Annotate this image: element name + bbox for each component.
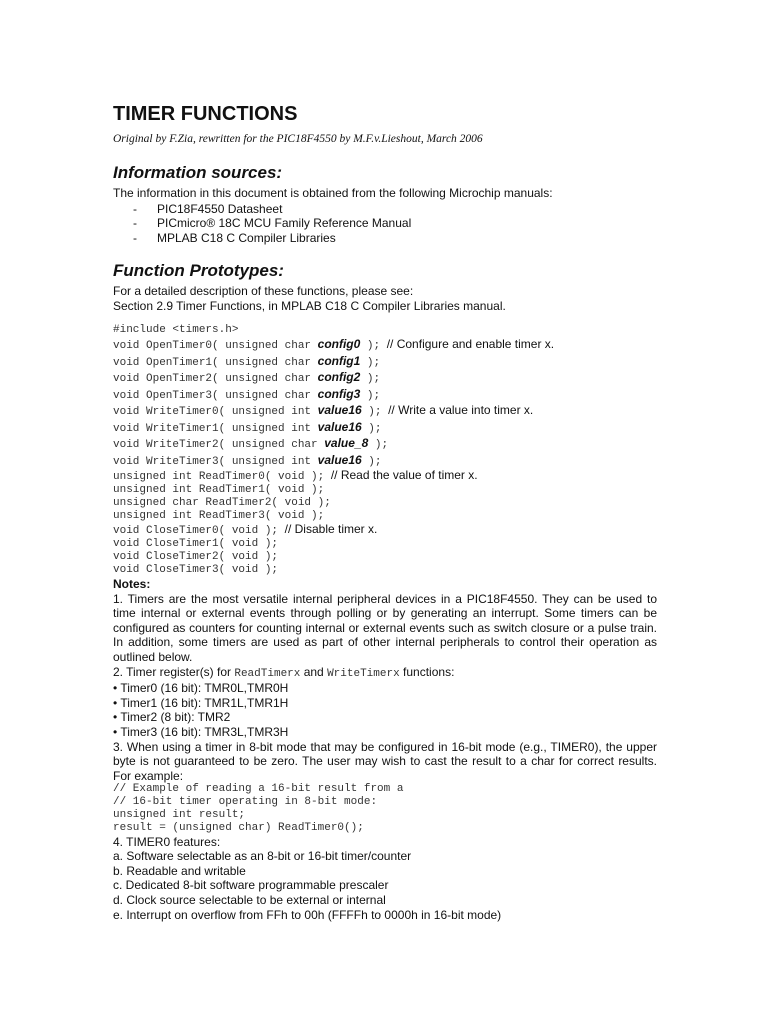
readtimerx-code: ReadTimerx	[234, 667, 301, 680]
code-comment: // Read the value of timer x.	[330, 468, 478, 483]
code-text: );	[360, 373, 381, 386]
code-text: void OpenTimer1( unsigned char	[113, 356, 318, 369]
parameter-name: value16	[317, 403, 362, 418]
code-text: );	[360, 340, 387, 353]
code-text: );	[368, 439, 389, 452]
prototype-line	[113, 510, 657, 523]
prototypes-intro-line1: For a detailed description of these functions, please see:	[113, 284, 414, 299]
note-4: 4. TIMER0 features:	[113, 834, 221, 849]
example-code-line: result = (unsigned char) ReadTimer0();	[113, 821, 364, 834]
code-text: void WriteTimer0( unsigned int	[113, 406, 318, 419]
parameter-name: config0	[317, 337, 361, 352]
parameter-name: config2	[317, 370, 361, 385]
code-text: unsigned int ReadTimer1( void );	[113, 484, 325, 497]
code-text: );	[361, 455, 382, 468]
code-text: );	[360, 389, 381, 402]
feature-item: c. Dedicated 8-bit software programmable prescaler	[113, 878, 389, 893]
register-item: • Timer0 (16 bit): TMR0L,TMR0H	[113, 681, 289, 696]
code-text: void CloseTimer1( void );	[113, 538, 279, 551]
prototype-line	[113, 436, 657, 453]
example-code-line: unsigned int result;	[113, 808, 246, 821]
prototype-line	[113, 403, 657, 420]
code-text: void CloseTimer2( void );	[113, 551, 279, 564]
parameter-name: config1	[317, 353, 361, 368]
code-text: void OpenTimer2( unsigned char	[113, 373, 318, 386]
register-item: • Timer1 (16 bit): TMR1L,TMR1H	[113, 695, 289, 710]
prototype-line	[113, 497, 657, 510]
code-text: void WriteTimer2( unsigned char	[113, 439, 325, 452]
register-item: • Timer3 (16 bit): TMR3L,TMR3H	[113, 725, 289, 739]
list-item: - PICmicro® 18C MCU Family Reference Manual	[133, 216, 412, 231]
code-comment: // Write a value into timer x.	[388, 403, 534, 418]
prototype-line	[113, 469, 657, 484]
list-item: - MPLAB C18 C Compiler Libraries	[133, 230, 336, 245]
parameter-name: value16	[317, 452, 362, 467]
prototype-lines	[113, 337, 657, 577]
parameter-name: value_8	[324, 436, 369, 451]
prototype-line	[113, 564, 657, 577]
note-2: 2. Timer register(s) for ReadTimerx and WriteTimerx functions:	[113, 664, 455, 680]
list-item: - PIC18F4550 Datasheet	[133, 201, 283, 216]
note-1: 1. Timers are the most versatile internal peripheral devices in a PIC18F4550. They can be used to time internal or external events through polling or by generating an interrupt. Some timers can be configured as counters for counting internal or external events such as switch closure or a pulse train. In addition, some timers are used as part of other internal peripherals to control their operation as outlined below.	[113, 591, 657, 665]
example-code-line: // Example of reading a 16-bit result from a	[113, 783, 404, 796]
dash-bullet: -	[133, 230, 137, 245]
prototypes-intro-line2: Section 2.9 Timer Functions, in MPLAB C18 C Compiler Libraries manual.	[113, 298, 506, 313]
feature-item: d. Clock source selectable to be external or internal	[113, 892, 386, 907]
document-page	[113, 102, 657, 922]
code-text: void OpenTimer0( unsigned char	[113, 340, 318, 353]
code-text: void WriteTimer3( unsigned int	[113, 455, 318, 468]
info-sources-heading: Information sources:	[113, 163, 283, 182]
parameter-name: config3	[317, 386, 361, 401]
dash-bullet: -	[133, 201, 137, 216]
register-item: • Timer2 (8 bit): TMR2	[113, 710, 231, 725]
prototype-line	[113, 484, 657, 497]
code-text: void CloseTimer0( void );	[113, 525, 285, 538]
code-text: void CloseTimer3( void );	[113, 564, 279, 577]
page-title: TIMER FUNCTIONS	[113, 103, 298, 125]
code-text: );	[361, 406, 389, 419]
writetimerx-code: WriteTimerx	[327, 667, 400, 680]
code-text: );	[361, 422, 382, 435]
include-line: #include <timers.h>	[113, 323, 239, 336]
feature-item: b. Readable and writable	[113, 863, 246, 878]
prototype-line	[113, 370, 657, 387]
manuals-list	[113, 202, 657, 246]
prototype-line	[113, 453, 657, 470]
note-3: 3. When using a timer in 8-bit mode that may be configured in 16-bit mode (e.g., TIMER0), the upper byte is not guaranteed to be zero. The user may wish to cast the result to a char for correct results. For example:	[113, 739, 657, 783]
code-text: unsigned int ReadTimer0( void );	[113, 471, 331, 484]
prototype-line	[113, 523, 657, 538]
prototype-line	[113, 538, 657, 551]
byline: Original by F.Zia, rewritten for the PIC18F4550 by M.F.v.Lieshout, March 2006	[113, 133, 483, 145]
code-text: );	[360, 356, 381, 369]
code-comment: // Configure and enable timer x.	[386, 337, 555, 352]
prototype-line	[113, 387, 657, 404]
parameter-name: value16	[317, 419, 362, 434]
example-code-line: // 16-bit timer operating in 8-bit mode:	[113, 796, 378, 809]
prototype-line	[113, 354, 657, 371]
code-text: void OpenTimer3( unsigned char	[113, 389, 318, 402]
notes-heading: Notes:	[113, 577, 151, 592]
code-text: unsigned char ReadTimer2( void );	[113, 497, 331, 510]
code-comment: // Disable timer x.	[284, 522, 378, 537]
feature-item: e. Interrupt on overflow from FFh to 00h (FFFFh to 0000h in 16-bit mode)	[113, 907, 502, 922]
dash-bullet: -	[133, 216, 137, 231]
function-prototypes-heading: Function Prototypes:	[113, 261, 284, 281]
prototype-line	[113, 551, 657, 564]
code-text: unsigned int ReadTimer3( void );	[113, 510, 325, 523]
prototype-code-block	[113, 323, 657, 578]
code-text: void WriteTimer1( unsigned int	[113, 422, 318, 435]
prototype-line	[113, 337, 657, 354]
prototype-line	[113, 420, 657, 437]
info-sources-intro: The information in this document is obtained from the following Microchip manuals:	[113, 186, 553, 200]
feature-item: a. Software selectable as an 8-bit or 16-bit timer/counter	[113, 849, 412, 864]
